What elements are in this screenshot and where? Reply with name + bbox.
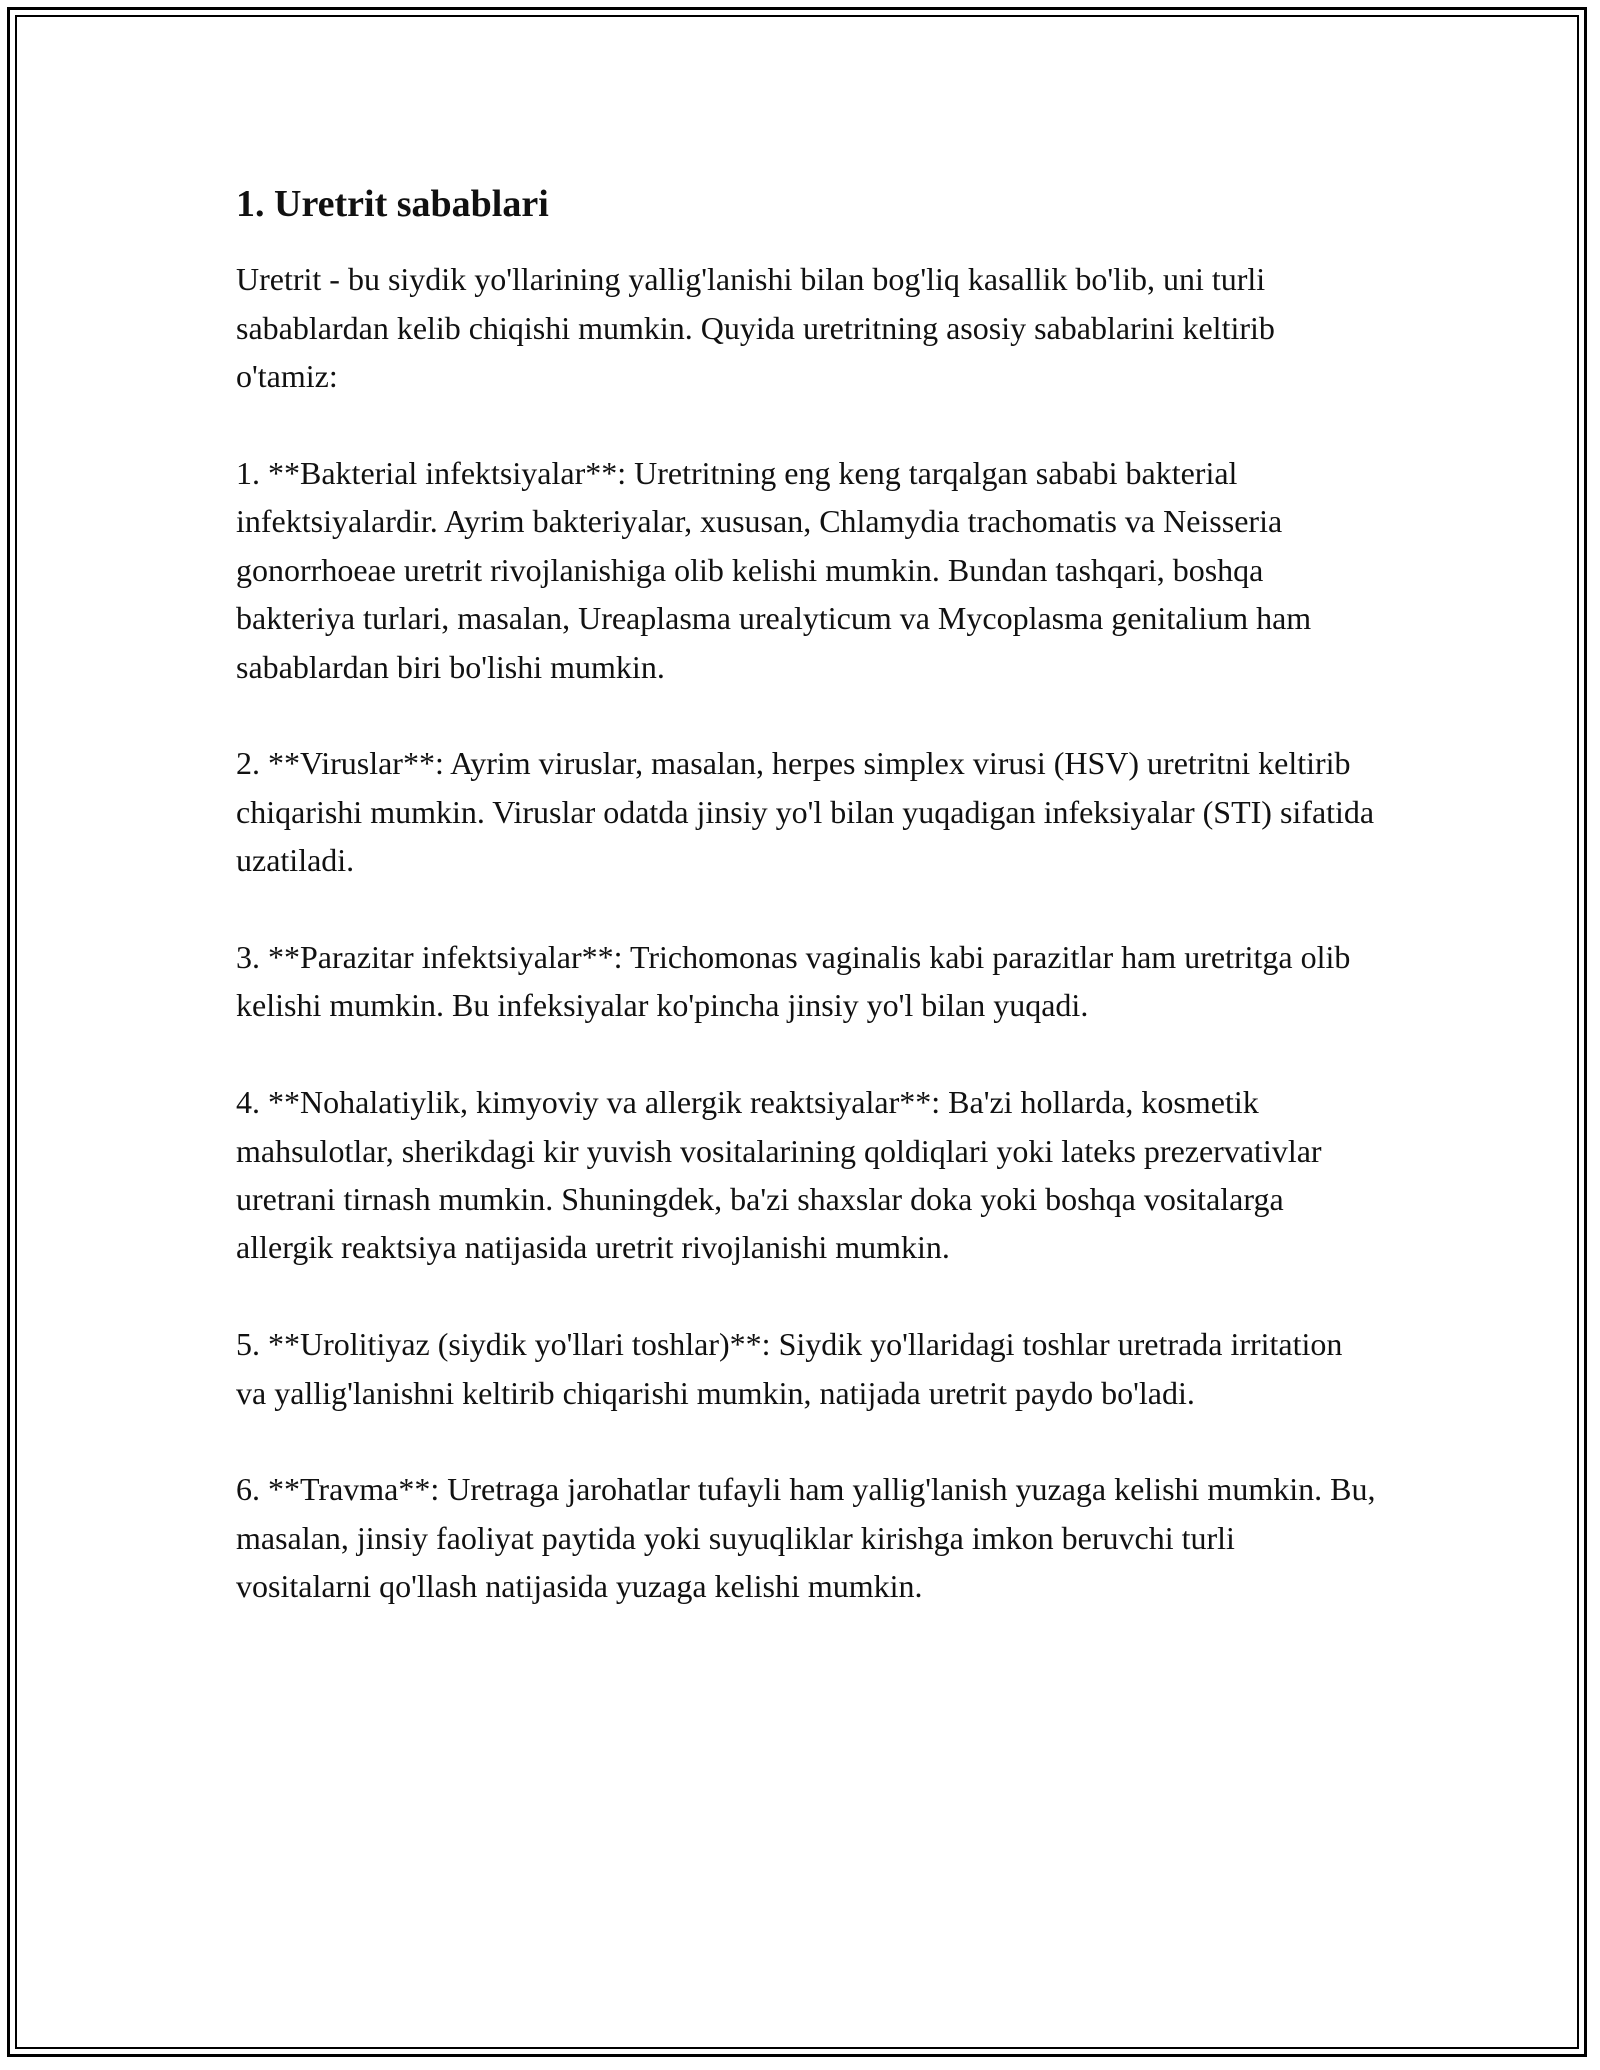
intro-paragraph: Uretrit - bu siydik yo'llarining yallig'lanishi bilan bog'liq kasallik bo'lib, uni turli sabablardan kelib chiqishi mumkin. Quyida uretritning asosiy sabablarini keltirib o'tamiz: xyxy=(236,261,1275,395)
list-item-chemical-allergic: 4. **Nohalatiylik, kimyoviy va allergik reaktsiyalar**: Ba'zi hollarda, kosmetik mahsulotlar, sherikdagi kir yuvish vositalarining qoldiqlari yoki lateks prezervativlar uretrani tirnash mumkin. Shuningdek, ba'zi shaxslar doka yoki boshqa vositalarga allergik reaktsiya natijasida uretrit rivojlanishi mumkin. xyxy=(236,1084,1322,1266)
list-item-viruses: 2. **Viruslar**: Ayrim viruslar, masalan, herpes simplex virusi (HSV) uretritni keltirib chiqarishi mumkin. Viruslar odatda jinsiy yo'l bilan yuqadigan infeksiyalar (STI) sifatida uzatiladi. xyxy=(236,745,1375,879)
list-item-parasitic: 3. **Parazitar infektsiyalar**: Trichomonas vaginalis kabi parazitlar ham uretritga olib kelishi mumkin. Bu infeksiyalar ko'pincha jinsiy yo'l bilan yuqadi. xyxy=(236,939,1351,1024)
list-item-bacterial: 1. **Bakterial infektsiyalar**: Uretritning eng keng tarqalgan sababi bakterial infektsiyalardir. Ayrim bakteriyalar, xususan, Chlamydia trachomatis va Neisseria gonorrhoeae uretrit rivojlanishiga olib kelishi mumkin. Bundan tashqari, boshqa bakteriya turlari, masalan, Ureaplasma urealyticum va Mycoplasma genitalium ham sabablardan biri bo'lishi mumkin. xyxy=(236,455,1312,685)
document-title: 1. Uretrit sabablari xyxy=(236,183,549,225)
list-item-urolithiasis: 5. **Urolitiyaz (siydik yo'llari toshlar)**: Siydik yo'llaridagi toshlar uretrada irritation va yallig'lanishni keltirib chiqarishi mumkin, natijada uretrit paydo bo'ladi. xyxy=(236,1326,1343,1411)
document-body xyxy=(236,180,1376,1659)
list-item-trauma: 6. **Travma**: Uretraga jarohatlar tufayli ham yallig'lanish yuzaga kelishi mumkin. Bu, masalan, jinsiy faoliyat paytida yoki suyuqliklar kirishga imkon beruvchi turli vositalarni qo'llash natijasida yuzaga kelishi mumkin. xyxy=(236,1471,1376,1605)
